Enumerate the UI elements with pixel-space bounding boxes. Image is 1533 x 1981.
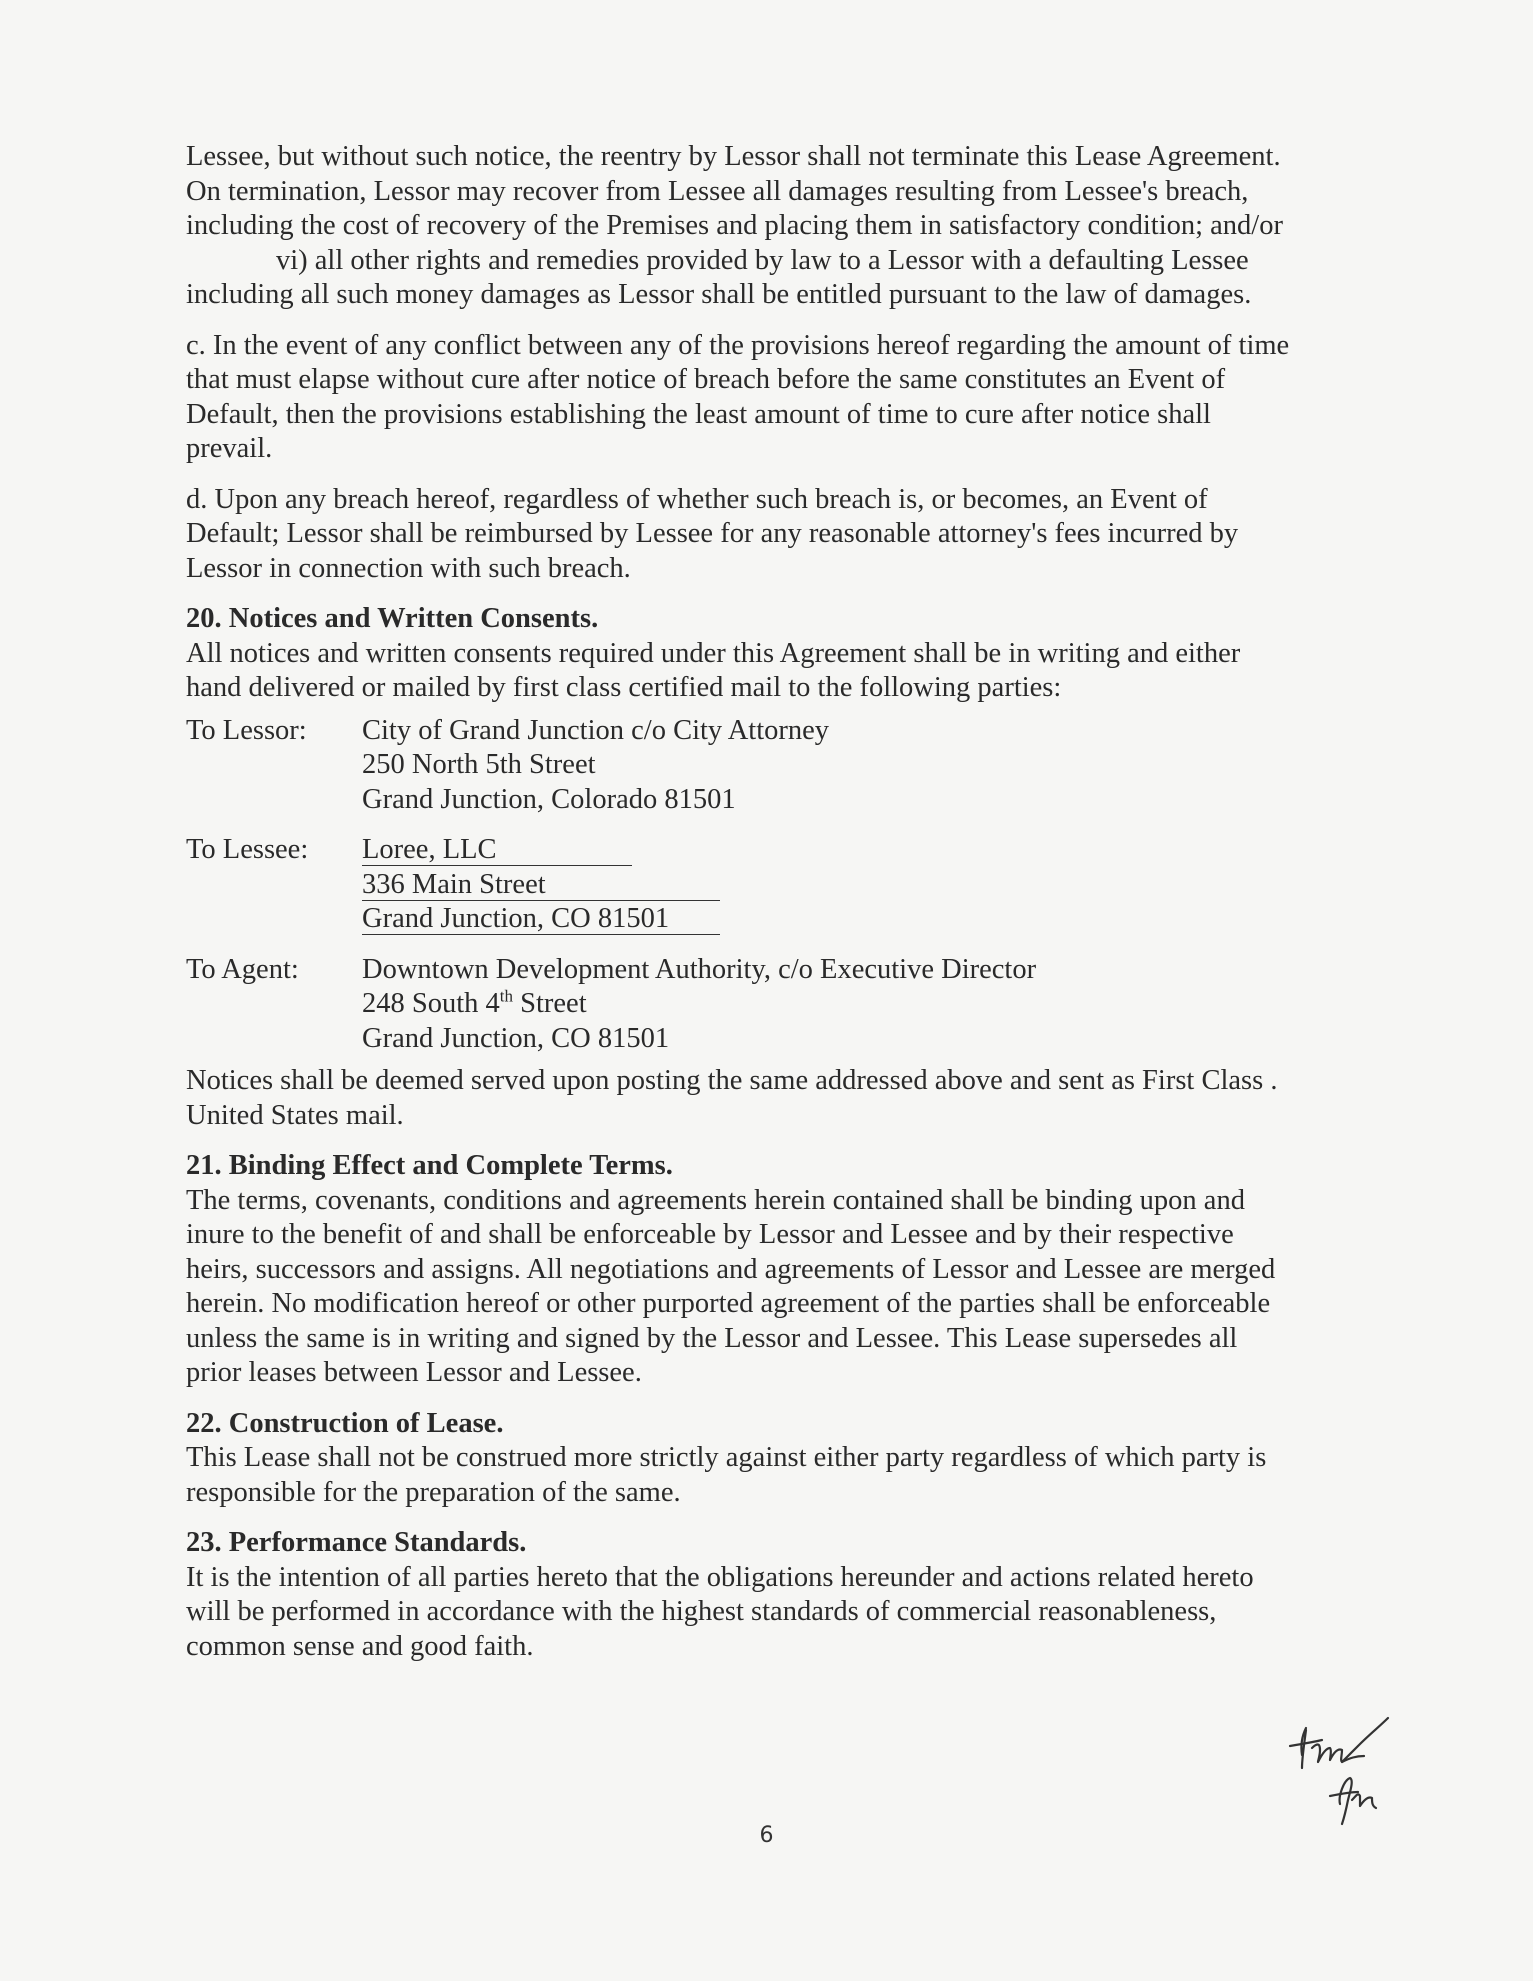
address-line: 250 North 5th Street xyxy=(362,749,596,780)
notices-served-text xyxy=(186,1064,1386,1133)
address-line: City of Grand Junction c/o City Attorney xyxy=(362,714,830,746)
text-line: Default; Lessor shall be reimbursed by Lessee for any reasonable attorney's fees incurred by xyxy=(186,518,1239,549)
section-heading: 22. Construction of Lease. xyxy=(186,1407,504,1439)
text-line: Lessee, but without such notice, the reentry by Lessor shall not terminate this Lease Agreement. xyxy=(186,141,1281,172)
text-line: All notices and written consents required under this Agreement shall be in writing and either xyxy=(186,637,1241,669)
text-line: herein. No modification hereof or other purported agreement of the parties shall be enforceable xyxy=(186,1288,1271,1319)
text-line: On termination, Lessor may recover from Lessee all damages resulting from Lessee's breach, xyxy=(186,175,1249,207)
paragraph-d xyxy=(186,483,1386,587)
text-line: c. In the event of any conflict between any of the provisions hereof regarding the amount of time xyxy=(186,329,1290,361)
ordinal-suffix: th xyxy=(499,986,514,1006)
text-line: Notices shall be deemed served upon posting the same addressed above and sent as First Class . xyxy=(186,1065,1278,1096)
address-label: To Agent: xyxy=(186,953,299,985)
address-line xyxy=(362,987,1036,1022)
text-line: including all such money damages as Lessor shall be entitled pursuant to the law of damages. xyxy=(186,279,1252,310)
address-label: To Lessor: xyxy=(186,714,307,746)
filled-blank-line: Loree, LLC xyxy=(362,835,632,866)
text-line: Default, then the provisions establishing the least amount of time to cure after notice shall xyxy=(186,398,1211,430)
text-line: that must elapse without cure after notice of breach before the same constitutes an Event of xyxy=(186,364,1226,395)
text-line: heirs, successors and assigns. All negotiations and agreements of Lessor and Lessee are merged xyxy=(186,1253,1276,1285)
text-line: The terms, covenants, conditions and agreements herein contained shall be binding upon and xyxy=(186,1184,1245,1216)
section-20 xyxy=(186,602,1386,1133)
text-line: Lessor in connection with such breach. xyxy=(186,552,631,584)
text-line: responsible for the preparation of the same. xyxy=(186,1476,681,1508)
text-line: prior leases between Lessor and Lessee. xyxy=(186,1357,642,1388)
text-line: will be performed in accordance with the highest standards of commercial reasonableness, xyxy=(186,1596,1217,1627)
address-line: Downtown Development Authority, c/o Executive Director xyxy=(362,953,1037,985)
section-heading: 20. Notices and Written Consents. xyxy=(186,603,599,634)
address-line-part: 248 South 4 xyxy=(362,988,500,1019)
address-lessee xyxy=(186,833,1386,937)
filled-blank-line: 336 Main Street xyxy=(362,870,720,901)
address-agent xyxy=(186,953,1386,1057)
address-line: Grand Junction, CO 81501 xyxy=(362,1022,670,1054)
paragraph-termination xyxy=(186,140,1386,313)
text-line: This Lease shall not be construed more strictly against either party regardless of which party is xyxy=(186,1442,1267,1473)
text-line: prevail. xyxy=(186,433,273,464)
text-line: vi) all other rights and remedies provided by law to a Lessor with a defaulting Lessee xyxy=(276,244,1249,276)
section-21 xyxy=(186,1149,1386,1391)
section-heading: 23. Performance Standards. xyxy=(186,1527,527,1558)
address-label: To Lessee: xyxy=(186,834,309,865)
page-number: 6 xyxy=(759,1823,774,1848)
filled-blank-line: Grand Junction, CO 81501 xyxy=(362,904,720,935)
text-line: d. Upon any breach hereof, regardless of whether such breach is, or becomes, an Event of xyxy=(186,483,1208,515)
address-line: Grand Junction, Colorado 81501 xyxy=(362,783,736,815)
text-line: common sense and good faith. xyxy=(186,1630,534,1662)
text-line: It is the intention of all parties hereto that the obligations hereunder and actions related hereto xyxy=(186,1561,1254,1593)
text-line: unless the same is in writing and signed by the Lessor and Lessee. This Lease supersedes all xyxy=(186,1322,1238,1354)
section-22 xyxy=(186,1407,1386,1511)
section-23 xyxy=(186,1526,1386,1664)
paragraph-c xyxy=(186,329,1386,467)
address-lessor xyxy=(186,714,1386,818)
text-line: United States mail. xyxy=(186,1099,404,1131)
section-heading: 21. Binding Effect and Complete Terms. xyxy=(186,1150,673,1181)
text-line: hand delivered or mailed by first class certified mail to the following parties: xyxy=(186,672,1062,703)
document-body xyxy=(186,140,1386,1680)
text-line: inure to the benefit of and shall be enforceable by Lessor and Lessee and by their respective xyxy=(186,1219,1234,1250)
text-line: including the cost of recovery of the Premises and placing them in satisfactory condition; and/or xyxy=(186,210,1283,241)
address-line-part: Street xyxy=(513,988,587,1019)
